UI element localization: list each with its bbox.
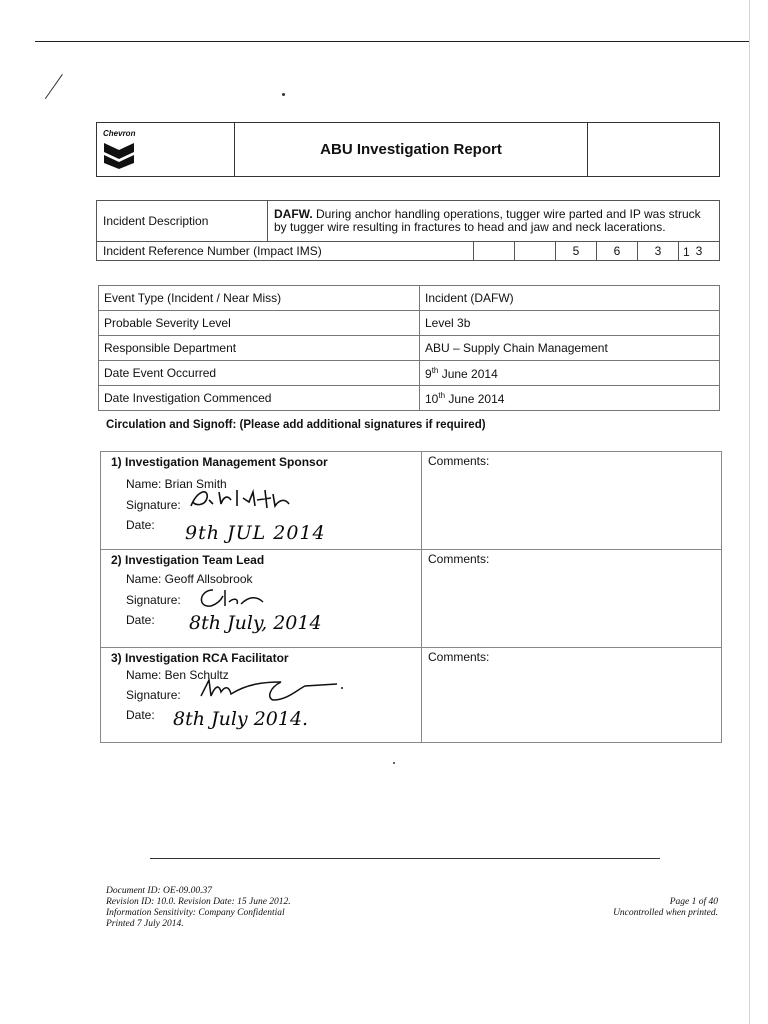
incident-description-label: Incident Description bbox=[97, 201, 268, 242]
reference-digit: 3 bbox=[679, 242, 720, 261]
department-label: Responsible Department bbox=[99, 336, 420, 361]
date-label: Date: bbox=[126, 613, 155, 627]
date-commenced-value bbox=[420, 386, 720, 411]
date-occurred-suffix: th bbox=[431, 365, 439, 375]
date-occurred-value bbox=[420, 361, 720, 386]
incident-description bbox=[268, 201, 720, 242]
signature-image bbox=[187, 484, 317, 514]
date-commenced-day: 10 bbox=[425, 391, 439, 406]
date-commenced-label: Date Investigation Commenced bbox=[99, 386, 420, 411]
reference-digit bbox=[474, 242, 515, 261]
reference-label: Incident Reference Number (Impact IMS) bbox=[97, 242, 474, 261]
severity-label: Probable Severity Level bbox=[99, 311, 420, 336]
reference-digit: 3 bbox=[638, 242, 679, 261]
name-line: Name: Geoff Allsobrook bbox=[126, 572, 253, 586]
signature-label: Signature: bbox=[126, 593, 181, 607]
chevron-logo-text: Chevron bbox=[103, 129, 136, 138]
section-title: 2) Investigation Team Lead bbox=[111, 553, 265, 567]
report-title: ABU Investigation Report bbox=[235, 123, 588, 177]
comments-label: Comments: bbox=[428, 650, 490, 664]
circulation-title: Circulation and Signoff: (Please add additional signatures if required) bbox=[106, 419, 486, 431]
severity-value: Level 3b bbox=[420, 311, 720, 336]
report-header bbox=[96, 122, 720, 177]
revision-info: Revision ID: 10.0. Revision Date: 15 June 2012. bbox=[106, 897, 291, 907]
reference-digit-last: 1 bbox=[683, 245, 690, 259]
signature-image bbox=[197, 674, 347, 708]
date-label: Date: bbox=[126, 518, 155, 532]
signoff-table bbox=[100, 451, 722, 743]
comments-cell bbox=[422, 550, 722, 648]
event-type-label: Event Type (Incident / Near Miss) bbox=[99, 286, 420, 311]
page-info bbox=[560, 897, 718, 919]
printed-date: Printed 7 July 2014. bbox=[106, 919, 184, 929]
date-label: Date: bbox=[126, 708, 155, 722]
chevron-logo-icon bbox=[104, 141, 134, 169]
document-id: Document ID: OE-09.00.37 bbox=[106, 886, 213, 896]
header-blank-cell bbox=[588, 123, 720, 177]
handwritten-date: 8th July 2014. bbox=[173, 708, 309, 730]
comments-cell bbox=[422, 648, 722, 743]
signoff-section-sponsor bbox=[101, 452, 422, 550]
incident-description-text: During anchor handling operations, tugger wire parted and IP was struck by tugger wire resulting in fractures to head and jaw and neck lacerations. bbox=[274, 207, 701, 234]
reference-digit bbox=[515, 242, 556, 261]
reference-digit: 6 bbox=[597, 242, 638, 261]
name-line: Name: Brian Smith bbox=[126, 477, 227, 491]
date-commenced-rest: June 2014 bbox=[445, 391, 505, 406]
section-title: 1) Investigation Management Sponsor bbox=[111, 455, 328, 469]
section-title: 3) Investigation RCA Facilitator bbox=[111, 651, 289, 665]
document-info bbox=[106, 886, 291, 930]
comments-cell bbox=[422, 452, 722, 550]
page-number: Page 1 of 40 bbox=[669, 897, 718, 907]
event-details-table bbox=[98, 285, 720, 411]
incident-table bbox=[96, 200, 720, 261]
signature-image bbox=[193, 584, 273, 614]
name-line: Name: Ben Schultz bbox=[126, 668, 229, 682]
incident-description-lead: DAFW. bbox=[274, 207, 313, 221]
handwritten-date: 8th July, 2014 bbox=[189, 612, 322, 634]
date-occurred-day: 9 bbox=[425, 366, 432, 381]
signature-label: Signature: bbox=[126, 498, 181, 512]
signoff-section-rca-facilitator bbox=[101, 648, 422, 743]
date-commenced-suffix: th bbox=[438, 390, 446, 400]
date-occurred-label: Date Event Occurred bbox=[99, 361, 420, 386]
comments-label: Comments: bbox=[428, 454, 490, 468]
signoff-section-team-lead bbox=[101, 550, 422, 648]
department-value: ABU – Supply Chain Management bbox=[420, 336, 720, 361]
comments-label: Comments: bbox=[428, 552, 490, 566]
logo-cell bbox=[97, 123, 235, 177]
sensitivity-info: Information Sensitivity: Company Confidential bbox=[106, 908, 285, 918]
speck bbox=[393, 762, 395, 764]
signature-label: Signature: bbox=[126, 688, 181, 702]
top-rule bbox=[35, 41, 749, 42]
handwritten-date: 9th JUL 2014 bbox=[185, 522, 326, 544]
footer-rule bbox=[150, 858, 660, 859]
date-occurred-rest: June 2014 bbox=[438, 366, 498, 381]
reference-digit: 5 bbox=[556, 242, 597, 261]
pen-mark bbox=[45, 74, 63, 99]
uncontrolled-notice: Uncontrolled when printed. bbox=[613, 908, 718, 918]
speck bbox=[282, 93, 285, 96]
event-type-value: Incident (DAFW) bbox=[420, 286, 720, 311]
page-edge bbox=[749, 0, 750, 1024]
